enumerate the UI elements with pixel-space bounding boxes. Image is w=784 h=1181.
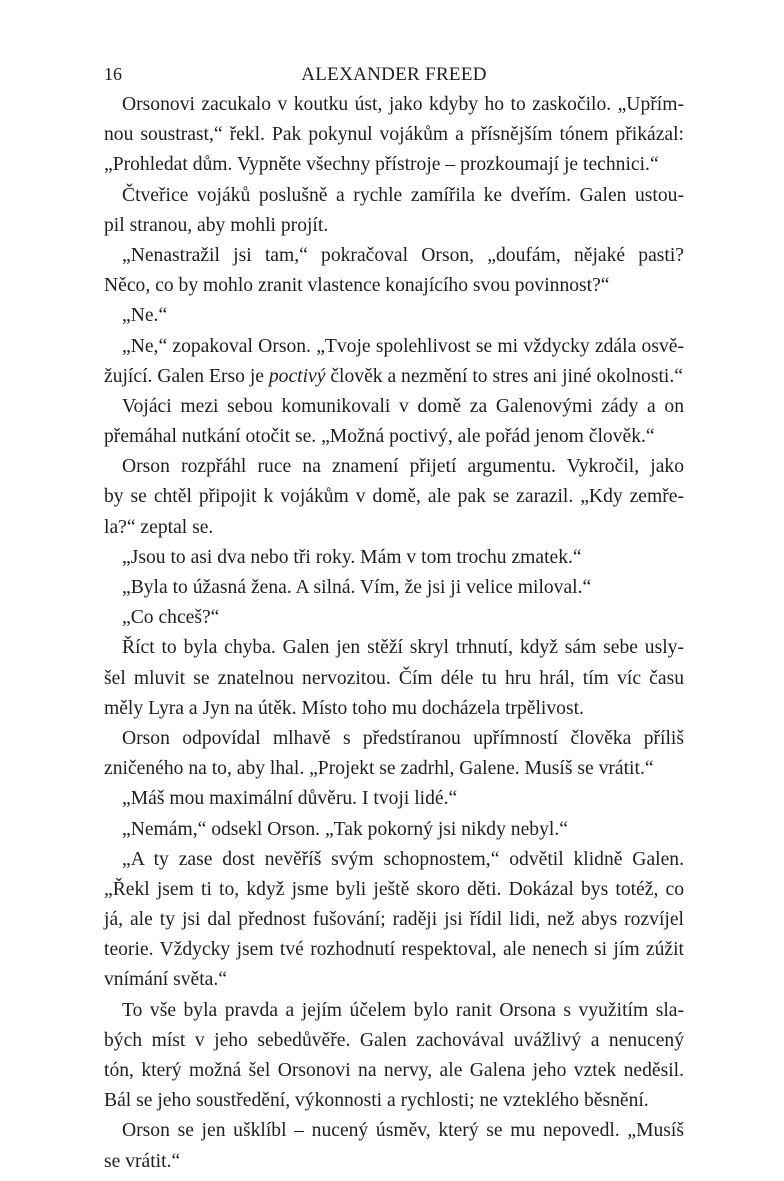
text-line: „A ty zase dost nevěříš svým schopnostem,“ odvětil klidně Galen. [122, 848, 684, 870]
text-line: Orson odpovídal mlhavě s předstíranou upřímností člověka příliš [122, 727, 684, 749]
text-line: šel mluvit se znatelnou nervozitou. Čím déle tu hru hrál, tím víc času [104, 667, 684, 689]
text-line: „Ne,“ zopakoval Orson. „Tvoje spolehlivost se mi vždycky zdála osvě- [122, 335, 684, 357]
text-line: tón, který možná šel Orsonovi na nervy, ale Galena jeho vztek neděsil. [104, 1060, 684, 1081]
text-line: měly Lyra a Jyn na útěk. Místo toho mu docházela trpělivost. [104, 697, 584, 719]
text-line: „Jsou to asi dva nebo tři roky. Mám v tom trochu zmatek.“ [122, 546, 582, 568]
text-line: přemáhal nutkání otočit se. „Možná poctivý, ale pořád jenom člověk.“ [104, 426, 655, 448]
text-line: „Prohledat dům. Vypněte všechny přístroje – prozkoumají je technici.“ [104, 154, 659, 176]
text-line: Bál se jeho soustředění, výkonnosti a rychlosti; ne vzteklého běsnění. [104, 1090, 649, 1112]
running-title: ALEXANDER FREED [301, 64, 487, 85]
text-line: „Máš mou maximální důvěru. I tvoji lidé.“ [122, 788, 458, 810]
text-line: by se chtěl připojit k vojákům v domě, ale pak se zarazil. „Kdy zemře- [104, 486, 684, 508]
text-line: „Řekl jsem ti to, když jsme byli ještě skoro děti. Dokázal bys totéž, co [104, 878, 684, 900]
text-line: Orson se jen ušklíbl – nucený úsměv, který se mu nepovedl. „Musíš [122, 1120, 684, 1142]
text-line: žující. Galen Erso je poctivý člověk a nezmění to stres ani jiné okolnosti.“ [104, 365, 683, 387]
text-line: bých míst v jeho sebedůvěře. Galen zachovával uvážlivý a nenucený [104, 1029, 684, 1051]
text-line: Čtveřice vojáků poslušně a rychle zamířila ke dveřím. Galen ustou- [122, 184, 684, 206]
text-line: la?“ zeptal se. [104, 516, 214, 538]
running-header [104, 58, 684, 90]
text-line: zničeného na to, aby lhal. „Projekt se zadrhl, Galene. Musíš se vrátit.“ [104, 758, 654, 780]
text-line: „Ne.“ [122, 305, 168, 327]
text-line: Orson rozpřáhl ruce na znamení přijetí argumentu. Vykročil, jako [122, 456, 684, 478]
text-line: Říct to byla chyba. Galen jen stěží skryl trhnutí, když sám sebe usly- [122, 637, 684, 659]
text-line: „Nenastražil jsi tam,“ pokračoval Orson, „doufám, nějaké pasti? [122, 244, 684, 266]
text-line: „Nemám,“ odsekl Orson. „Tak pokorný jsi nikdy nebyl.“ [122, 818, 568, 840]
text-line: Vojáci mezi sebou komunikovali v domě za Galenovými zády a on [122, 395, 684, 417]
text-line: „Co chceš?“ [122, 607, 220, 629]
text-line: Orsonovi zacukalo v koutku úst, jako kdyby ho to zaskočilo. „Upřím- [122, 94, 684, 115]
text-line: teorie. Vždycky jsem tvé rozhodnutí respektoval, ale nenech si jím zúžit [104, 939, 684, 961]
body-text [104, 90, 684, 1177]
text-line: Něco, co by mohlo zranit vlastence konajícího svou povinnost?“ [104, 275, 610, 297]
text-line: „Byla to úžasná žena. A silná. Vím, že jsi ji velice miloval.“ [122, 577, 592, 598]
text-line: nou soustrast,“ řekl. Pak pokynul vojákům a přísnějším tónem přikázal: [104, 124, 684, 146]
text-line: já, ale ty jsi dal přednost fušování; raději jsi řídil lidi, než abys rozvíjel [104, 909, 684, 931]
text-line: se vrátit.“ [104, 1150, 181, 1172]
text-line: pil stranou, aby mohli projít. [104, 214, 329, 236]
text-line: To vše byla pravda a jejím účelem bylo ranit Orsona s využitím sla- [122, 999, 684, 1021]
book-page [104, 58, 684, 1177]
page-number: 16 [104, 64, 122, 84]
text-line: vnímání světa.“ [104, 969, 227, 991]
